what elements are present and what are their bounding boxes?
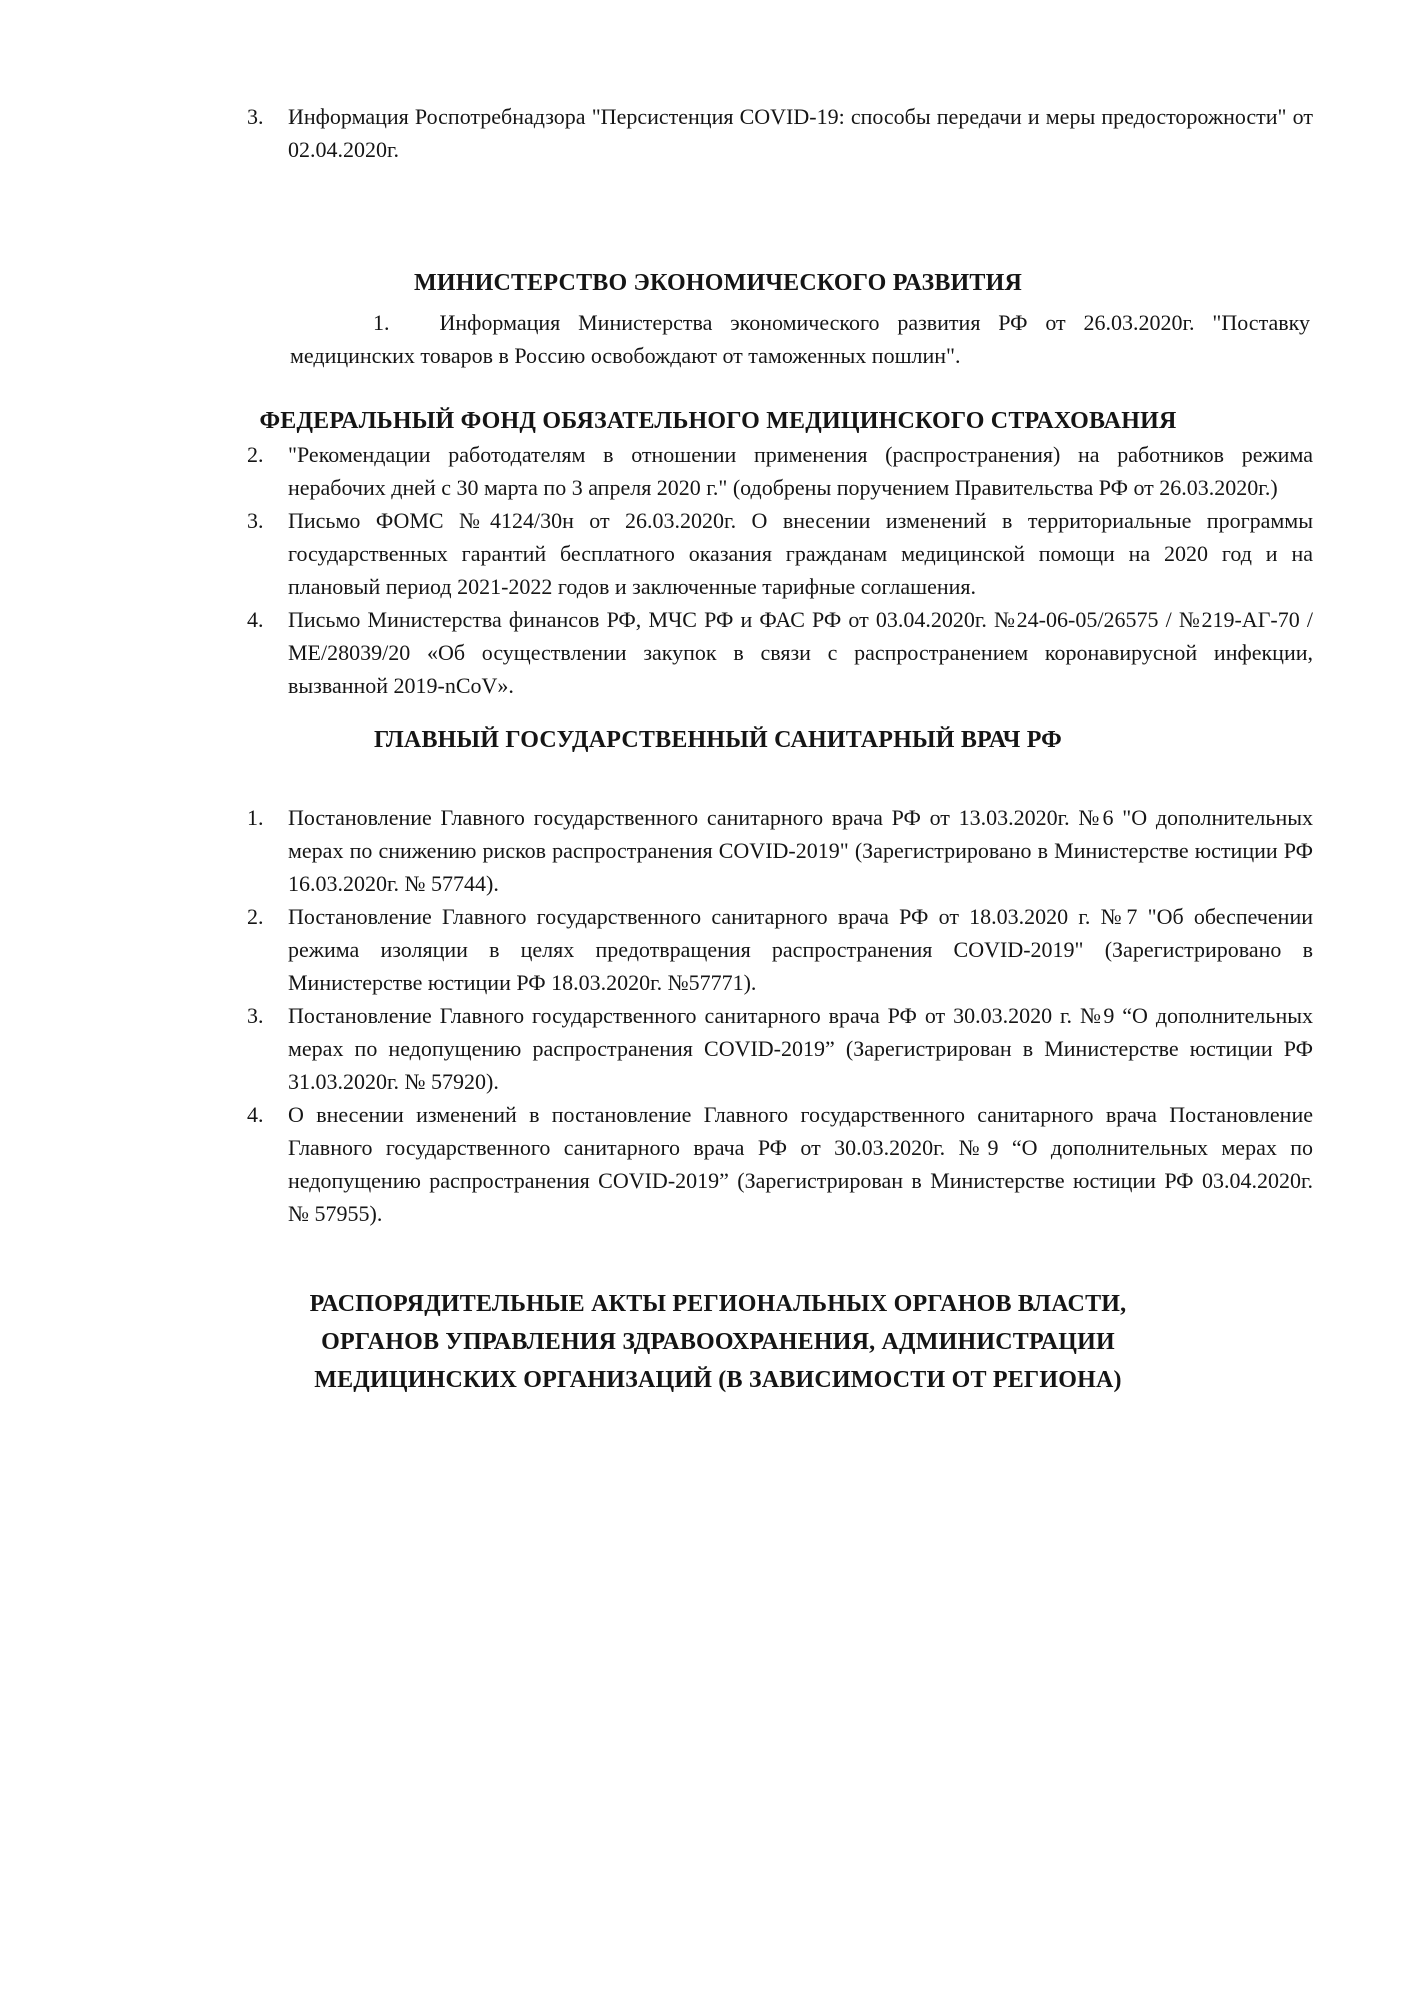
section-heading-sanitary-doctor: ГЛАВНЫЙ ГОСУДАРСТВЕННЫЙ САНИТАРНЫЙ ВРАЧ РФ xyxy=(373,727,1062,753)
list-item-recommendations-employers xyxy=(123,438,1313,504)
heading-regional-acts-line2: ОРГАНОВ УПРАВЛЕНИЯ ЗДРАВООХРАНЕНИЯ, АДМИНИСТРАЦИИ xyxy=(321,1329,1115,1355)
list-item-text: Письмо ФОМС №4124/30н от 26.03.2020г. О внесении изменений в территориальные программы государственных гарантий бесплатного оказания гражданам медицинской помощи на 2020 год и на плановый период 2021-2022 годов и заключенные тарифные соглашения. xyxy=(288,508,1313,599)
list-item-resolution-6 xyxy=(123,801,1313,900)
heading-regional-acts xyxy=(123,1285,1313,1399)
list-item-letter-minfin xyxy=(123,603,1313,702)
section-federal-fund-medical-insurance xyxy=(123,405,1313,702)
list-item-text: Информация Роспотребнадзора "Персистенция COVID-19: способы передачи и меры предосторожности" от 02.04.2020г. xyxy=(288,104,1313,162)
list-item-resolution-7 xyxy=(123,900,1313,999)
list-item-resolution-9 xyxy=(123,999,1313,1098)
document-content xyxy=(123,0,1313,1399)
list-item-text: Постановление Главного государственного санитарного врача РФ от 30.03.2020 г. №9 “О дополнительных мерах по недопущению распространения COVID-2019” (Зарегистрирован в Министерстве юстиции РФ 31.03.2020г. № 57920). xyxy=(288,1003,1313,1094)
list-item-text: Постановление Главного государственного санитарного врача РФ от 13.03.2020г. №6 "О дополнительных мерах по снижению рисков распространения COVID-2019" (Зарегистрировано в Министерстве юстиции РФ 16.03.2020г. № 57744). xyxy=(288,805,1313,896)
heading-regional-acts-line1: РАСПОРЯДИТЕЛЬНЫЕ АКТЫ РЕГИОНАЛЬНЫХ ОРГАНОВ ВЛАСТИ, xyxy=(309,1291,1127,1317)
paragraph-text: Информация Министерства экономического развития РФ от 26.03.2020г. "Поставку медицинских товаров в Россию освобождают от таможенных пошлин". xyxy=(290,310,1310,368)
section-ministry-economic-development xyxy=(123,267,1313,372)
list-item-number: 4. xyxy=(247,1102,264,1127)
section-heading-ministry-economic-development: МИНИСТЕРСТВО ЭКОНОМИЧЕСКОГО РАЗВИТИЯ xyxy=(413,270,1023,296)
section-chief-state-sanitary-doctor xyxy=(123,724,1313,1230)
list-item-text: Письмо Министерства финансов РФ, МЧС РФ и ФАС РФ от 03.04.2020г. №24-06-05/26575 / №219-АГ-70 / МЕ/28039/20 «Об осуществлении закупок в связи с распространением коронавирусной инфекции, вызванной 2019-nCoV». xyxy=(288,607,1313,698)
list-item-text: О внесении изменений в постановление Главного государственного санитарного врача Постановление Главного государственного санитарного врача РФ от 30.03.2020г. №9 “О дополнительных мерах по недопущению распространения COVID-2019” (Зарегистрирован в Министерстве юстиции РФ 03.04.2020г. № 57955). xyxy=(288,1102,1313,1226)
list-item-text: "Рекомендации работодателям в отношении применения (распространения) на работников режима нерабочих дней с 30 марта по 3 апреля 2020 г." (одобрены поручением Правительства РФ от 26.03.2020г.) xyxy=(288,442,1313,500)
list-sanitary-doctor xyxy=(123,801,1313,1230)
list-item-number: 3. xyxy=(247,508,264,533)
list-item-letter-foms xyxy=(123,504,1313,603)
paragraph-minek-info xyxy=(290,306,1310,372)
list-item-number: 3. xyxy=(247,104,264,129)
paragraph-number: 1. xyxy=(373,310,390,335)
list-item-number: 2. xyxy=(247,442,264,467)
list-item-number: 3. xyxy=(247,1003,264,1028)
heading-regional-acts-line3: МЕДИЦИНСКИХ ОРГАНИЗАЦИЙ (В ЗАВИСИМОСТИ ОТ РЕГИОНА) xyxy=(314,1367,1122,1393)
list-item-rospotrebnadzor xyxy=(123,100,1313,166)
list-item-number: 1. xyxy=(247,805,264,830)
list-item-text: Постановление Главного государственного санитарного врача РФ от 18.03.2020 г. №7 "Об обеспечении режима изоляции в целях предотвращения распространения COVID-2019" (Зарегистрировано в Министерстве юстиции РФ 18.03.2020г. №57771). xyxy=(288,904,1313,995)
section-heading-federal-fund: ФЕДЕРАЛЬНЫЙ ФОНД ОБЯЗАТЕЛЬНОГО МЕДИЦИНСКОГО СТРАХОВАНИЯ xyxy=(259,408,1177,434)
list-item-number: 4. xyxy=(247,607,264,632)
list-federal-fund xyxy=(123,438,1313,702)
list-item-resolution-9-amendments xyxy=(123,1098,1313,1230)
list-item-number: 2. xyxy=(247,904,264,929)
